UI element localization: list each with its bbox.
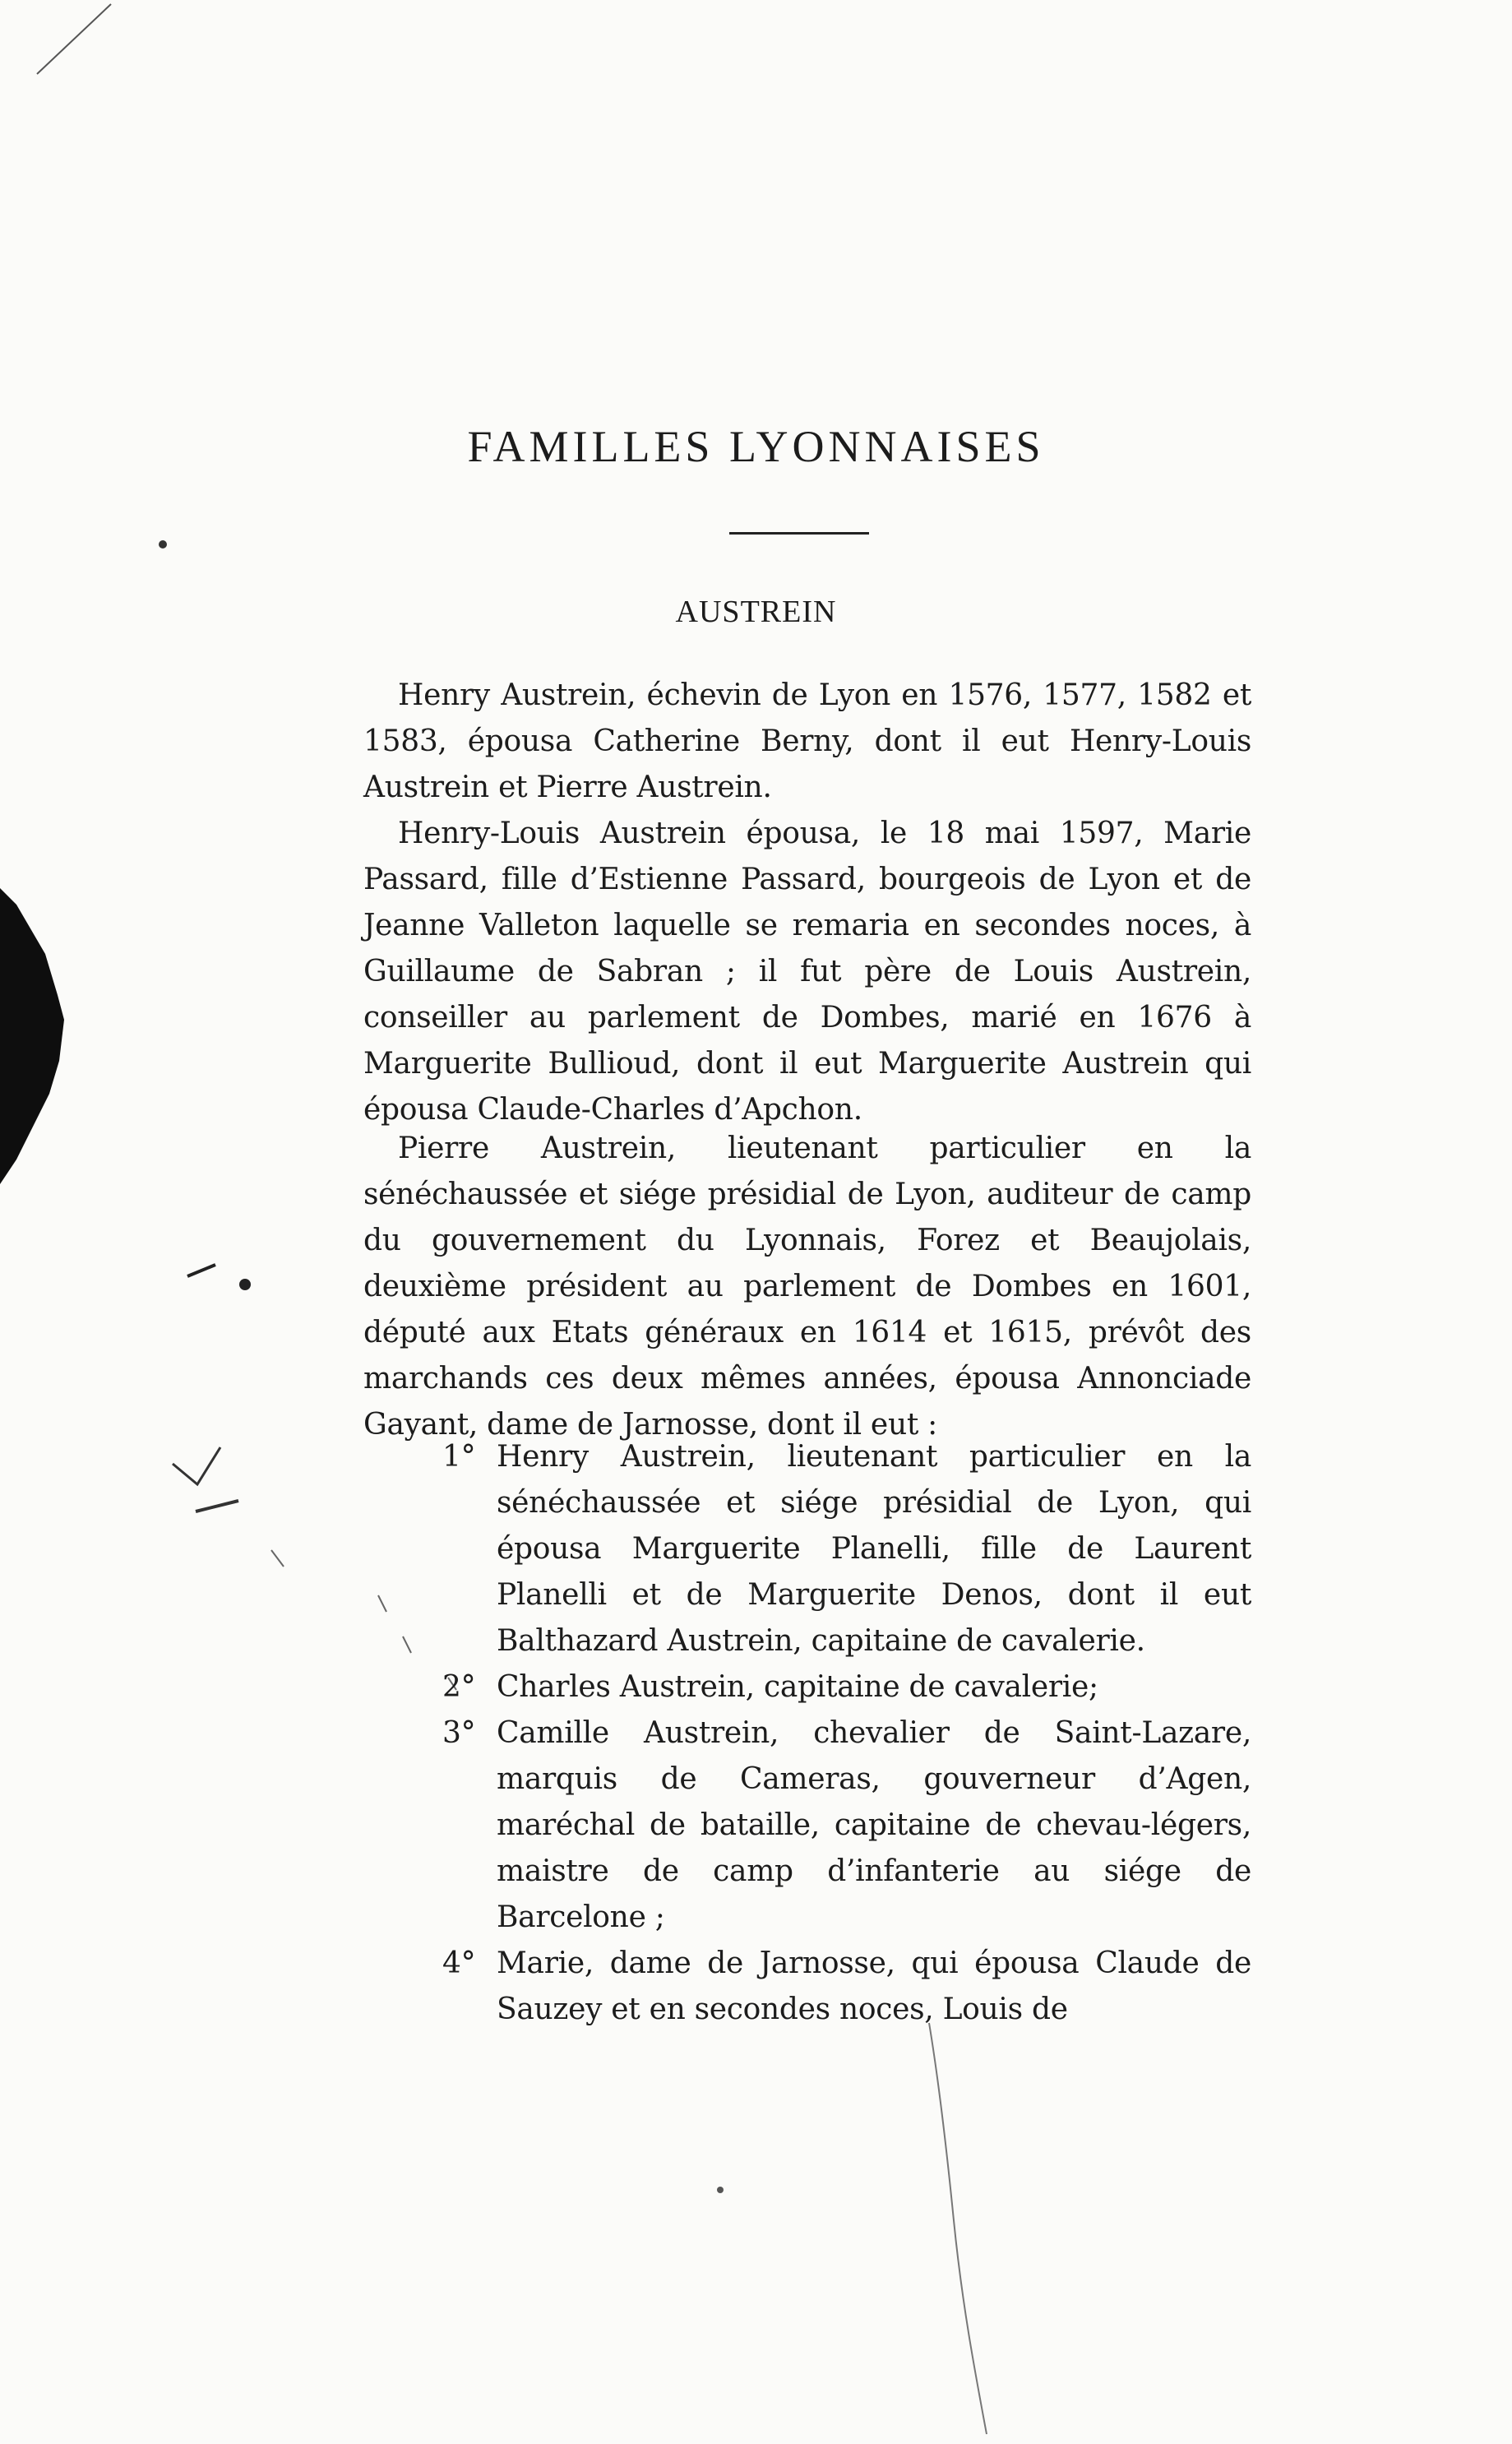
- section-heading: AUSTREIN: [675, 595, 837, 629]
- list-item-text: Marie, dame de Jarnosse, qui épousa Claude de Sauzey et en secondes noces, Louis de: [497, 1946, 1251, 2026]
- list-item-text: Henry Austrein, lieutenant particulier en la sénéchaussée et siége présidial de Lyon, qui épousa Marguerite Planelli, fille de Laurent Planelli et de Marguerite Denos, dont il eut Balthazard Austrein, capitaine de cavalerie.: [497, 1440, 1251, 1658]
- paragraph-text: Henry Austrein, échevin de Lyon en 1576, 1577, 1582 et 1583, épousa Catherine Berny, dont il eut Henry-Louis Austrein et Pierre Austrein.: [363, 678, 1251, 804]
- children-list: [442, 1434, 1251, 2033]
- list-item-number: 1°: [442, 1440, 476, 1474]
- margin-dash-stroke: [196, 1501, 238, 1511]
- title-divider: [729, 532, 869, 535]
- margin-pencil-stroke: [187, 1265, 215, 1276]
- paragraph-3: [363, 1126, 1251, 1448]
- paragraph-1: [363, 673, 1251, 811]
- left-edge-blot: [0, 888, 64, 1184]
- list-item-text: Charles Austrein, capitaine de cavalerie;: [497, 1670, 1098, 1704]
- list-item-number: 4°: [442, 1946, 476, 1980]
- margin-diagonal-marks: [271, 1550, 456, 1690]
- list-item: [442, 1941, 1251, 2033]
- margin-dot: [239, 1279, 251, 1290]
- margin-check-mark: [173, 1447, 220, 1484]
- bottom-dot: [717, 2187, 724, 2193]
- paragraph-2: [363, 811, 1251, 1133]
- page-title: FAMILLES LYONNAISES: [467, 422, 1045, 471]
- list-item-number: 2°: [442, 1670, 476, 1704]
- paragraph-text: Henry-Louis Austrein épousa, le 18 mai 1597, Marie Passard, fille d’Estienne Passard, bourgeois de Lyon et de Jeanne Valleton laquelle se remaria en secondes noces, à Guillaume de Sabran ; il fut père de Louis Austrein, conseiller au parlement de Dombes, marié en 1676 à Marguerite Bullioud, dont il eut Marguerite Austrein qui épousa Claude-Charles d’Apchon.: [363, 817, 1251, 1127]
- list-item-text: Camille Austrein, chevalier de Saint-Lazare, marquis de Cameras, gouverneur d’Agen, maréchal de bataille, capitaine de chevau-légers, maistre de camp d’infanterie au siége de Barcelone ;: [497, 1716, 1251, 1934]
- right-margin-pencil-line: [929, 2023, 987, 2434]
- list-item: [442, 1434, 1251, 1664]
- paragraph-text: Pierre Austrein, lieutenant particulier en la sénéchaussée et siége présidial de Lyon, auditeur de camp du gouvernement du Lyonnais, Forez et Beaujolais, deuxième président au parlement de Dombes en 1601, député aux Etats généraux en 1614 et 1615, prévôt des marchands ces deux mêmes années, épousa Annonciade Gayant, dame de Jarnosse, dont il eut :: [363, 1132, 1251, 1442]
- corner-pencil-stroke: [37, 4, 111, 74]
- list-item: [442, 1664, 1251, 1710]
- list-item: [442, 1710, 1251, 1941]
- list-item-number: 3°: [442, 1716, 476, 1750]
- margin-dot-top: [159, 540, 167, 549]
